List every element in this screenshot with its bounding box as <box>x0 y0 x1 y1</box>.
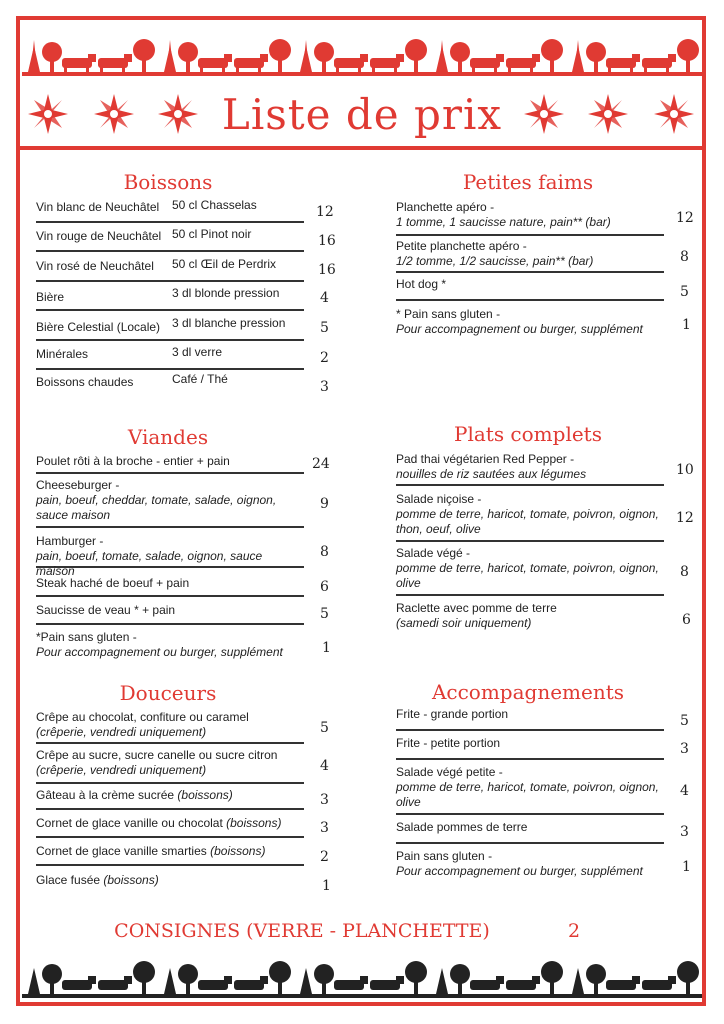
item-name: Gâteau à la crème sucrée <box>36 788 178 802</box>
item-detail: nouilles de riz sautées aux légumes <box>396 467 587 481</box>
menu-item <box>36 788 304 810</box>
section-title-plats-complets: Plats complets <box>454 422 602 446</box>
item-price: 8 <box>680 249 689 265</box>
menu-item <box>36 225 304 252</box>
item-price: 8 <box>320 544 329 560</box>
section-title-boissons: Boissons <box>123 170 213 194</box>
section-title-petites-faims: Petites faims <box>462 170 594 194</box>
item-name: Boissons chaudes <box>36 375 134 389</box>
papercut-band-icon <box>22 36 702 78</box>
menu-item <box>36 454 304 474</box>
menu-item <box>396 200 664 236</box>
item-detail: Pour accompagnement ou burger, supplément <box>396 322 643 336</box>
menu-item <box>36 342 304 370</box>
item-detail: 1 tomme, 1 saucisse nature, pain** (bar) <box>396 215 611 229</box>
menu-item <box>36 313 304 341</box>
item-detail: thon, oeuf, olive <box>396 522 481 536</box>
item-name: * Pain sans gluten - <box>396 307 501 321</box>
item-name: Cornet de glace vanille ou chocolat <box>36 816 227 830</box>
item-price: 2 <box>320 350 329 366</box>
section-title-accompagnements: Accompagnements <box>431 680 625 704</box>
item-price: 4 <box>320 758 329 774</box>
item-name: Saucisse de veau * + pain <box>36 603 176 617</box>
item-price: 3 <box>320 820 329 836</box>
item-price: 5 <box>320 320 329 336</box>
item-price: 16 <box>318 233 336 249</box>
menu-item <box>396 707 664 731</box>
item-name: Hot dog * <box>396 277 447 291</box>
star-flower-icon <box>524 94 564 134</box>
menu-item <box>36 630 283 660</box>
item-name: Glace fusée <box>36 873 104 887</box>
item-name: Crêpe au sucre, sucre canelle ou sucre citron <box>36 748 278 762</box>
item-detail: (boissons) <box>210 844 266 858</box>
item-name: Salade pommes de terre <box>396 820 528 834</box>
menu-item <box>396 820 664 844</box>
item-name: Petite planchette apéro - <box>396 239 527 253</box>
item-price: 5 <box>320 720 329 736</box>
item-price: 10 <box>676 462 694 478</box>
item-detail: (samedi soir uniquement) <box>396 616 532 630</box>
item-name: Cheeseburger - <box>36 478 120 492</box>
item-price: 2 <box>320 849 329 865</box>
menu-item <box>396 546 664 596</box>
item-name: Planchette apéro - <box>396 200 495 214</box>
item-name: Frite - petite portion <box>396 736 501 750</box>
menu-item <box>36 816 304 838</box>
menu-item <box>36 748 304 784</box>
item-price: 12 <box>676 210 694 226</box>
item-price: 12 <box>676 510 694 526</box>
item-name: Vin rouge de Neuchâtel <box>36 229 162 243</box>
title-divider <box>20 146 704 150</box>
item-detail: olive <box>396 795 421 809</box>
menu-item <box>396 736 664 760</box>
item-detail: 3 dl blonde pression <box>172 286 280 300</box>
menu-item <box>36 873 159 887</box>
item-detail: (crêperie, vendredi uniquement) <box>36 725 207 739</box>
item-name: Crêpe au chocolat, confiture ou caramel <box>36 710 249 724</box>
menu-item <box>396 765 664 815</box>
section-title-viandes: Viandes <box>127 425 209 449</box>
menu-item <box>396 239 664 273</box>
item-detail: 50 cl Œil de Perdrix <box>172 257 277 271</box>
item-name: Poulet rôti à la broche - entier + pain <box>36 454 230 468</box>
item-name: Vin blanc de Neuchâtel <box>36 200 160 214</box>
item-price: 12 <box>316 204 334 220</box>
item-price: 6 <box>320 579 329 595</box>
item-name: Salade végé petite - <box>396 765 503 779</box>
item-name: Raclette avec pomme de terre <box>396 601 557 615</box>
menu-item <box>36 478 304 528</box>
item-detail: 50 cl Chasselas <box>172 198 257 212</box>
consignes-text: CONSIGNES (VERRE - PLANCHETTE) <box>114 920 490 942</box>
item-price: 3 <box>680 824 689 840</box>
item-price: 5 <box>680 284 689 300</box>
item-price: 16 <box>318 262 336 278</box>
section-title-douceurs: Douceurs <box>119 681 217 705</box>
item-name: Salade niçoise - <box>396 492 482 506</box>
item-detail: (boissons) <box>103 873 159 887</box>
item-detail: (boissons) <box>226 816 282 830</box>
item-name: Pain sans gluten - <box>396 849 493 863</box>
item-price: 1 <box>322 640 331 656</box>
item-price: 1 <box>322 878 331 894</box>
menu-item <box>36 710 304 744</box>
menu-item <box>36 844 304 866</box>
item-name: Bière Celestial (Locale) <box>36 320 161 334</box>
item-detail: 3 dl verre <box>172 345 223 359</box>
item-detail: pomme de terre, haricot, tomate, poivron, oignon, <box>396 561 659 575</box>
item-price: 9 <box>320 496 329 512</box>
item-price: 3 <box>320 792 329 808</box>
title-row <box>20 84 704 146</box>
item-name: Cornet de glace vanille smarties <box>36 844 211 858</box>
menu-item <box>36 254 304 282</box>
item-price: 8 <box>680 564 689 580</box>
menu-item <box>396 452 664 486</box>
item-detail: (crêperie, vendredi uniquement) <box>36 763 207 777</box>
item-name: Frite - grande portion <box>396 707 509 721</box>
item-name: Vin rosé de Neuchâtel <box>36 259 154 273</box>
menu-item <box>36 603 304 625</box>
item-detail: olive <box>396 576 421 590</box>
item-name: Pad thai végétarien Red Pepper - <box>396 452 575 466</box>
menu-item <box>36 534 304 578</box>
item-detail: Pour accompagnement ou burger, supplément <box>36 645 283 659</box>
item-price: 4 <box>680 783 689 799</box>
item-price: 4 <box>320 290 329 306</box>
menu-item <box>396 277 664 301</box>
item-price: 3 <box>680 741 689 757</box>
page-title: Liste de prix <box>221 90 503 139</box>
papercut-band-bottom <box>22 958 702 1000</box>
item-detail: Café / Thé <box>172 372 228 386</box>
menu-item <box>36 576 304 597</box>
consignes-label <box>0 920 724 942</box>
item-price: 6 <box>682 612 691 628</box>
item-price: 24 <box>312 456 330 472</box>
item-name: Hamburger - <box>36 534 104 548</box>
item-detail: pain, boeuf, cheddar, tomate, salade, oignon, <box>36 493 277 507</box>
item-price: 1 <box>682 317 691 333</box>
item-price: 1 <box>682 859 691 875</box>
menu-item <box>36 283 304 311</box>
item-detail: sauce maison <box>36 508 111 522</box>
item-detail: 3 dl blanche pression <box>172 316 286 330</box>
item-name: Salade végé - <box>396 546 471 560</box>
item-detail: (boissons) <box>177 788 233 802</box>
star-flower-icon <box>588 94 628 134</box>
consignes-price: 2 <box>568 920 581 942</box>
item-price: 5 <box>680 713 689 729</box>
item-name: Bière <box>36 290 65 304</box>
papercut-band-top <box>22 36 702 78</box>
item-detail: pomme de terre, haricot, tomate, poivron, oignon, <box>396 507 659 521</box>
item-name: Steak haché de boeuf + pain <box>36 576 190 590</box>
menu-item <box>36 196 304 223</box>
menu-item <box>396 307 643 337</box>
item-detail: 1/2 tomme, 1/2 saucisse, pain** (bar) <box>396 254 594 268</box>
star-flower-icon <box>654 94 694 134</box>
item-detail: pomme de terre, haricot, tomate, poivron, oignon, <box>396 780 659 794</box>
item-name: *Pain sans gluten - <box>36 630 137 644</box>
item-price: 5 <box>320 606 329 622</box>
item-name: Minérales <box>36 347 89 361</box>
item-price: 3 <box>320 379 329 395</box>
menu-item <box>396 492 664 542</box>
menu-item <box>396 601 557 631</box>
papercut-band-icon <box>22 958 702 1000</box>
item-detail: 50 cl Pinot noir <box>172 227 252 241</box>
item-detail: pain, boeuf, tomate, salade, oignon, sauce maison <box>36 549 263 578</box>
menu-item <box>396 849 643 879</box>
item-detail: Pour accompagnement ou burger, supplément <box>396 864 643 878</box>
